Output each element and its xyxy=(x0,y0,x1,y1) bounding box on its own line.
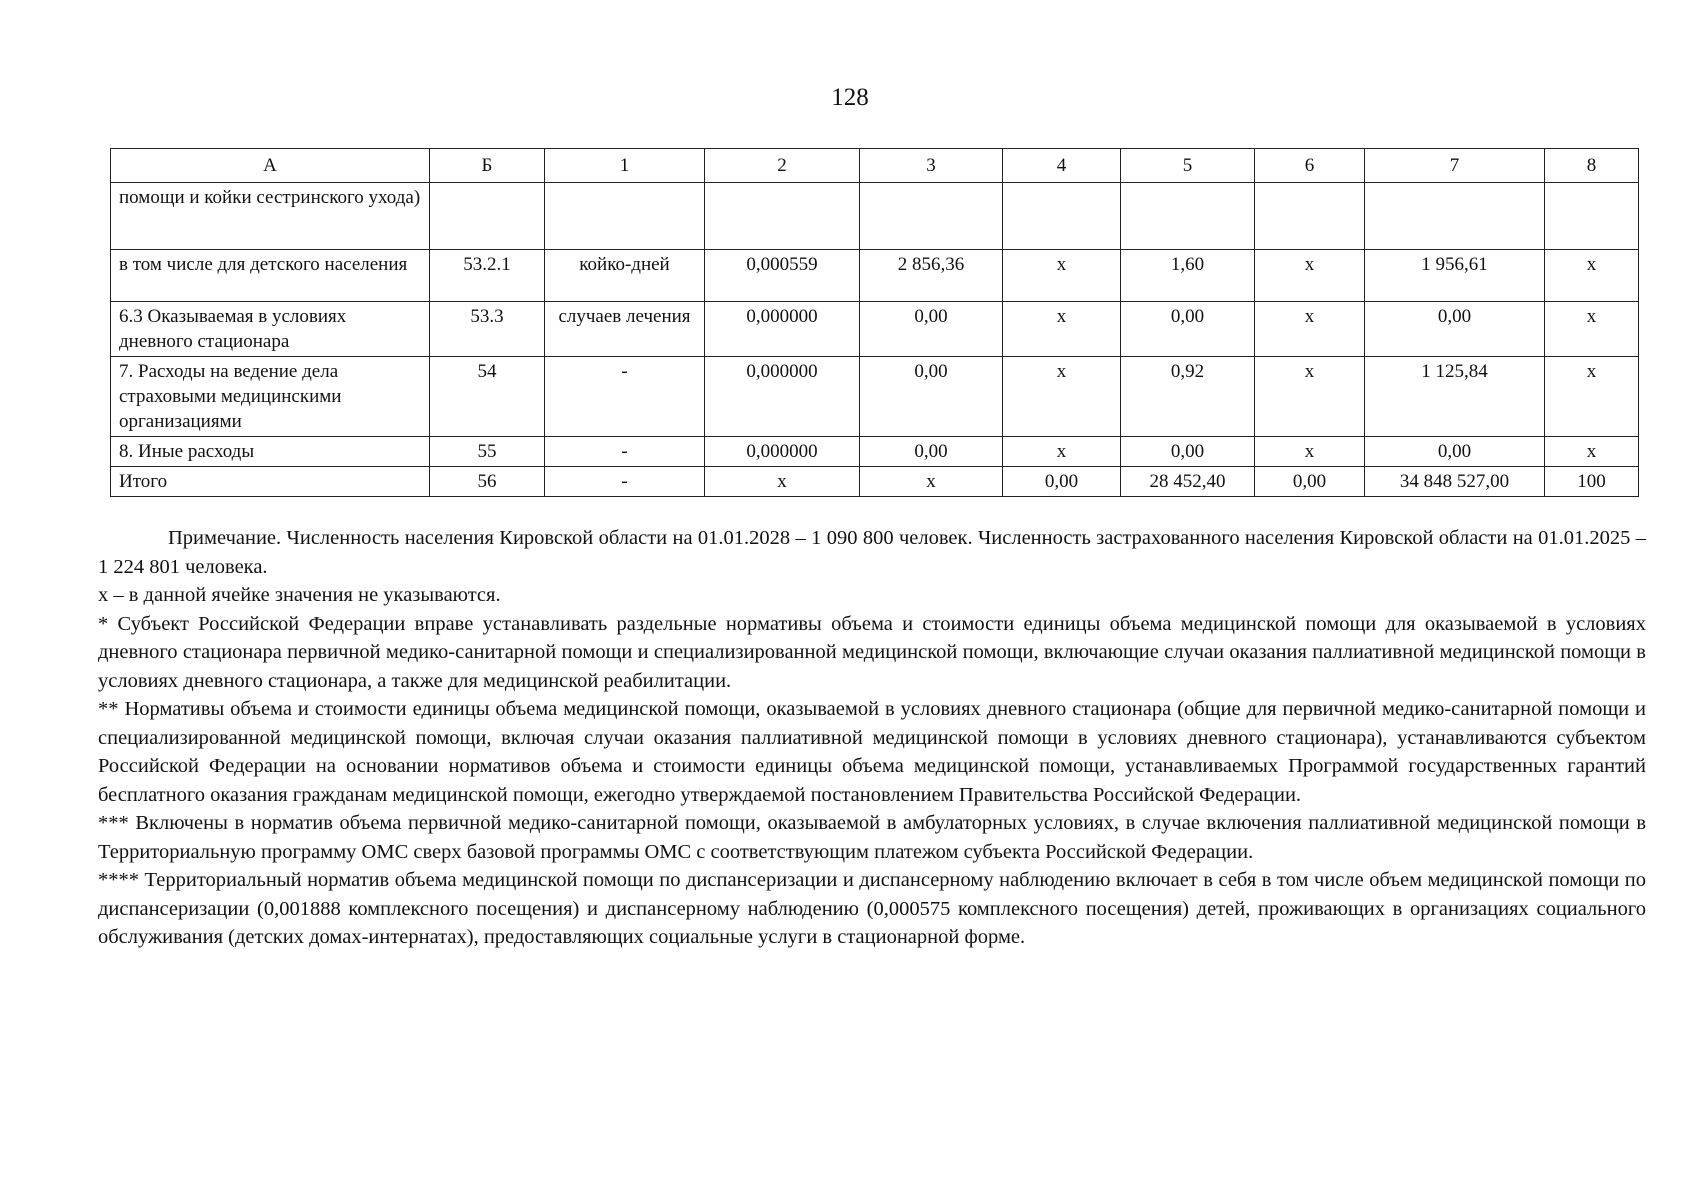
table-cell: 0,000000 xyxy=(705,357,860,437)
column-header: Б xyxy=(430,149,545,183)
table-cell: - xyxy=(545,467,705,497)
table-cell: х xyxy=(1003,437,1121,467)
table-cell: х xyxy=(705,467,860,497)
table-cell: х xyxy=(1003,302,1121,357)
table-row xyxy=(111,437,1639,467)
table-cell: 100 xyxy=(1545,467,1639,497)
table-row xyxy=(111,183,1639,250)
table-cell: 8. Иные расходы xyxy=(111,437,430,467)
table-cell: х xyxy=(1545,302,1639,357)
table-cell xyxy=(1255,183,1365,250)
column-header: 1 xyxy=(545,149,705,183)
table-cell: 0,00 xyxy=(1255,467,1365,497)
column-header: 3 xyxy=(860,149,1003,183)
table-cell: х xyxy=(1255,250,1365,302)
column-header: 8 xyxy=(1545,149,1639,183)
table-cell xyxy=(1545,183,1639,250)
table-cell: 55 xyxy=(430,437,545,467)
footnote-1: * Субъект Российской Федерации вправе устанавливать раздельные нормативы объема и стоимости единицы объема медицинской помощи для оказываемой в условиях дневного стационара первичной медико-санитарной помощи и специализированной медицинской помощи, включающие случаи оказания паллиативной медицинской помощи в условиях дневного стационара, а также для медицинской реабилитации. xyxy=(98,612,1646,692)
table-cell: 53.3 xyxy=(430,302,545,357)
table-cell: 0,00 xyxy=(860,357,1003,437)
table-cell: 0,000000 xyxy=(705,437,860,467)
table-cell: 0,00 xyxy=(1365,302,1545,357)
table-cell: х xyxy=(1255,357,1365,437)
table-cell: х xyxy=(1003,250,1121,302)
table-cell xyxy=(545,183,705,250)
footnote-3: *** Включены в норматив объема первичной медико-санитарной помощи, оказываемой в амбулаторных условиях, в случае включения паллиативной медицинской помощи в Территориальную программу ОМС сверх базовой программы ОМС с соответствующим платежом субъекта Российской Федерации. xyxy=(98,812,1646,863)
table-cell xyxy=(860,183,1003,250)
table-cell xyxy=(1121,183,1255,250)
table-cell: случаев лечения xyxy=(545,302,705,357)
table-cell: 1 956,61 xyxy=(1365,250,1545,302)
footnote-4: **** Территориальный норматив объема медицинской помощи по диспансеризации и диспансерному наблюдению включает в себя в том числе объем медицинской помощи по диспансеризации (0,001888 комплексного посещения) и диспансерному наблюдению (0,000575 комплексного посещения) детей, проживающих в организациях социального обслуживания (детских домах-интернатах), предоставляющих социальные услуги в стационарной форме. xyxy=(98,869,1646,948)
table-cell: х xyxy=(1255,302,1365,357)
table-row-total xyxy=(111,467,1639,497)
table-cell: 56 xyxy=(430,467,545,497)
footnotes xyxy=(98,524,1646,952)
table-cell: 0,00 xyxy=(860,302,1003,357)
table-cell: 1,60 xyxy=(1121,250,1255,302)
table-header-row xyxy=(111,149,1639,183)
column-header: 2 xyxy=(705,149,860,183)
table-cell: - xyxy=(545,437,705,467)
table-cell xyxy=(430,183,545,250)
footnote-2: ** Нормативы объема и стоимости единицы объема медицинской помощи, оказываемой в условиях дневного стационара (общие для первичной медико-санитарной помощи и специализированной медицинской помощи, включая случаи оказания паллиативной медицинской помощи в условиях дневного стационара), устанавливаются субъектом Российской Федерации на основании нормативов объема и стоимости единицы объема медицинской помощи, устанавливаемых Программой государственных гарантий бесплатного оказания гражданам медицинской помощи, ежегодно утверждаемой постановлением Правительства Российской Федерации. xyxy=(98,698,1646,806)
table-cell xyxy=(705,183,860,250)
table-cell: 2 856,36 xyxy=(860,250,1003,302)
table-cell: 0,00 xyxy=(1121,437,1255,467)
table-cell: 0,00 xyxy=(1365,437,1545,467)
table-cell: 1 125,84 xyxy=(1365,357,1545,437)
column-header: 6 xyxy=(1255,149,1365,183)
note-x-legend: х – в данной ячейке значения не указываются. xyxy=(98,584,501,606)
table-cell: х xyxy=(1003,357,1121,437)
table-row xyxy=(111,302,1639,357)
table-cell: 54 xyxy=(430,357,545,437)
page-number: 128 xyxy=(831,84,869,111)
table-cell: в том числе для детского населения xyxy=(111,250,430,302)
column-header: 5 xyxy=(1121,149,1255,183)
table-cell xyxy=(1003,183,1121,250)
column-header: 4 xyxy=(1003,149,1121,183)
table-cell: Итого xyxy=(111,467,430,497)
column-header: А xyxy=(111,149,430,183)
table-cell: 7. Расходы на ведение дела страховыми медицинскими организациями xyxy=(111,357,430,437)
table-cell xyxy=(1365,183,1545,250)
table-cell: 53.2.1 xyxy=(430,250,545,302)
data-table xyxy=(110,148,1639,497)
table-cell: 0,00 xyxy=(1121,302,1255,357)
table-cell: 28 452,40 xyxy=(1121,467,1255,497)
table-cell: помощи и койки сестринского ухода) xyxy=(111,183,430,250)
table-cell: х xyxy=(1545,357,1639,437)
table-cell: койко-дней xyxy=(545,250,705,302)
table-row xyxy=(111,250,1639,302)
table-cell: 6.3 Оказываемая в условиях дневного стационара xyxy=(111,302,430,357)
table-cell: х xyxy=(1545,437,1639,467)
table-cell: х xyxy=(1255,437,1365,467)
table-cell: 34 848 527,00 xyxy=(1365,467,1545,497)
table-cell: - xyxy=(545,357,705,437)
table-cell: 0,00 xyxy=(1003,467,1121,497)
column-header: 7 xyxy=(1365,149,1545,183)
table-cell: 0,000559 xyxy=(705,250,860,302)
table-cell: 0,00 xyxy=(860,437,1003,467)
note-population: Примечание. Численность населения Кировской области на 01.01.2028 – 1 090 800 человек. Численность застрахованного населения Кировской области на 01.01.2025 – 1 224 801 человека. xyxy=(98,527,1646,578)
table-cell: х xyxy=(1545,250,1639,302)
table-cell: х xyxy=(860,467,1003,497)
table-cell: 0,000000 xyxy=(705,302,860,357)
table-cell: 0,92 xyxy=(1121,357,1255,437)
table-row xyxy=(111,357,1639,437)
